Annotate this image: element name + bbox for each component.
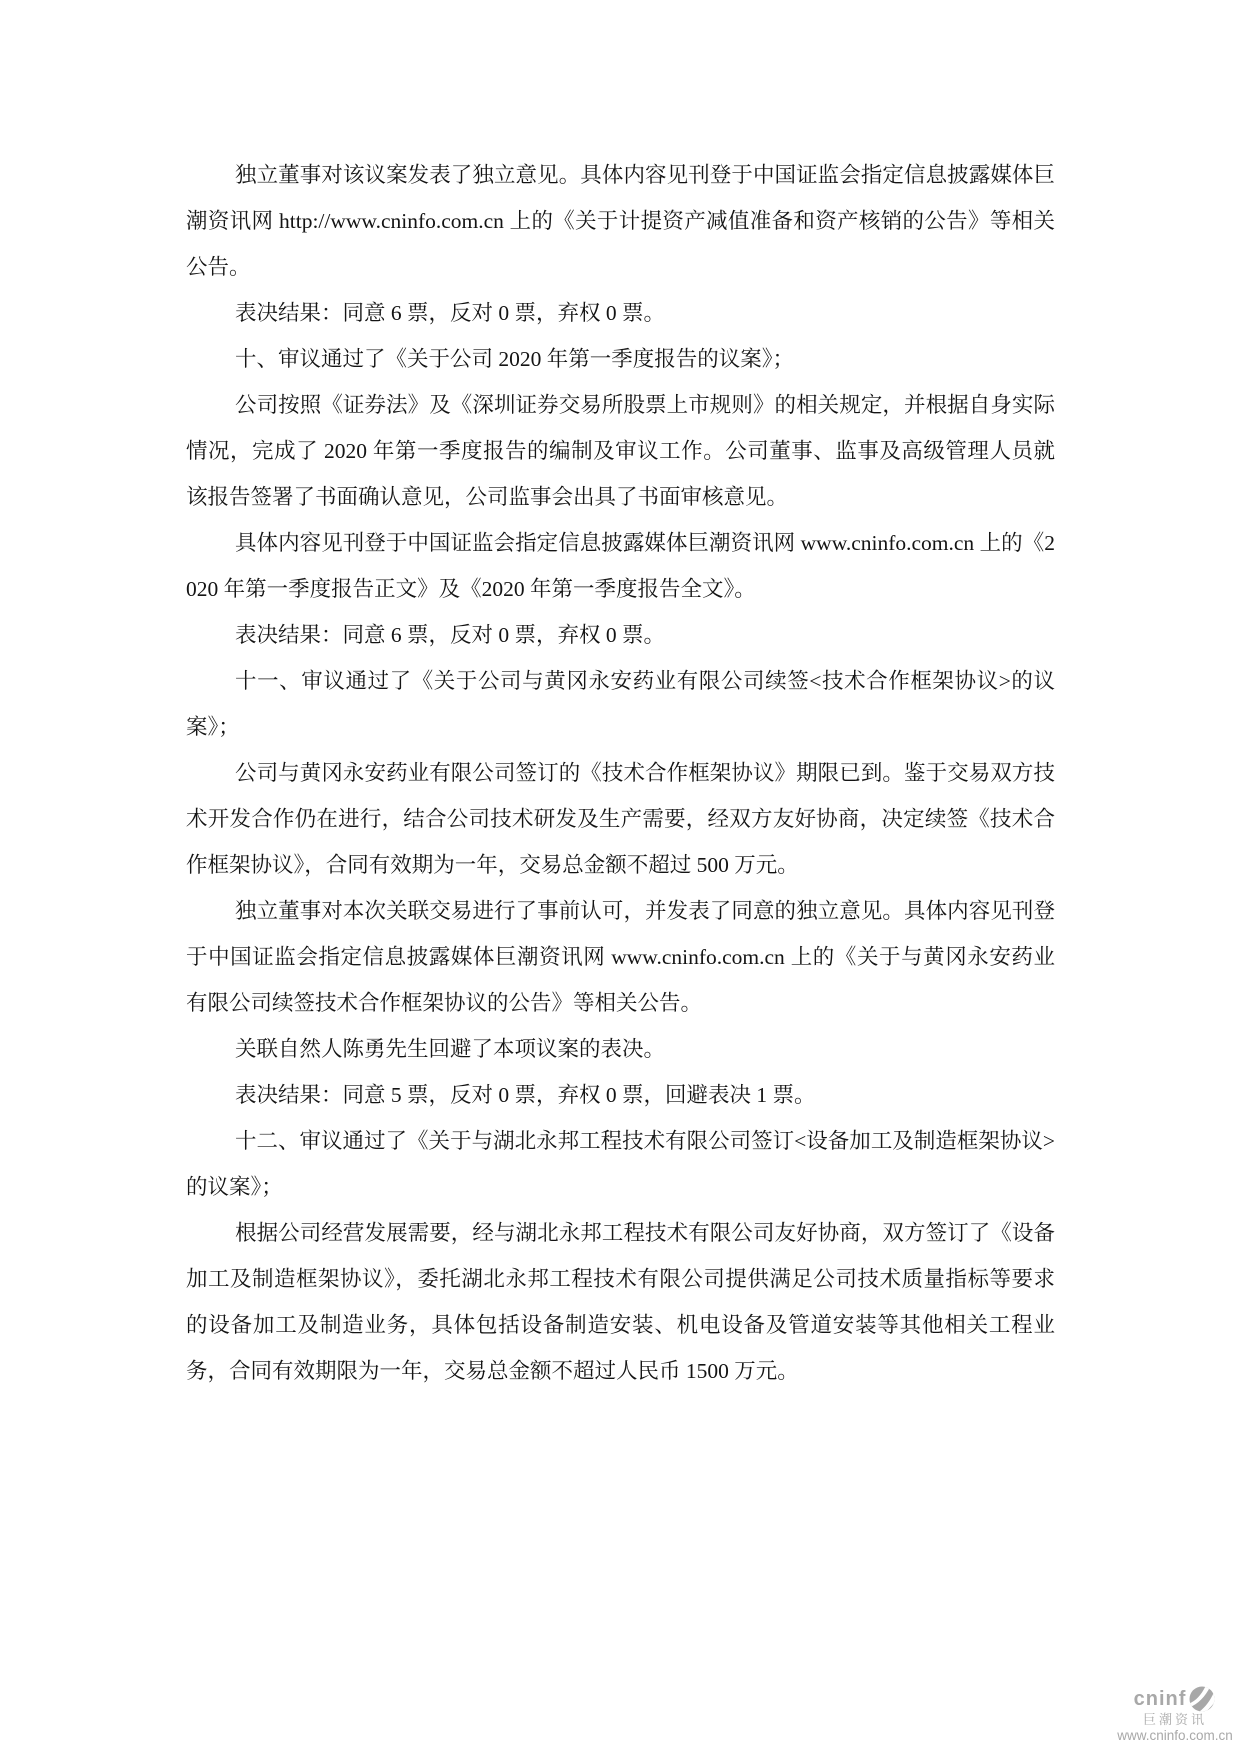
para-item-11-body: 公司与黄冈永安药业有限公司签订的《技术合作框架协议》期限已到。鉴于交易双方技术开发合作仍在进行，结合公司技术研发及生产需要，经双方友好协商，决定续签《技术合作框架协议》，合同有效期为一年，交易总金额不超过 500 万元。 [186,761,1055,877]
para-vote-result-item10: 表决结果：同意 6 票，反对 0 票，弃权 0 票。 [235,623,666,647]
cninfo-chinese-name: 巨潮资讯 [1142,1712,1207,1727]
para-agenda-item-12-heading: 十二、审议通过了《关于与湖北永邦工程技术有限公司签订<设备加工及制造框架协议>的议案》； [186,1129,1055,1199]
para-vote-result-item9: 表决结果：同意 6 票，反对 0 票，弃权 0 票。 [235,301,666,325]
cninfo-url: www.cninfo.com.cn [1117,1728,1233,1744]
document-body [186,152,1055,1394]
cninfo-watermark [1110,1686,1240,1744]
para-independent-opinion-item9: 独立董事对该议案发表了独立意见。具体内容见刊登于中国证监会指定信息披露媒体巨潮资讯网 http://www.cninfo.com.cn 上的《关于计提资产减值准备和资产核销的公告》等相关公告。 [186,163,1055,279]
cninfo-globe-icon [1188,1686,1216,1712]
cninfo-logo-text: cninf [1133,1688,1187,1710]
para-item-10-disclosure: 具体内容见刊登于中国证监会指定信息披露媒体巨潮资讯网 www.cninfo.com.cn 上的《2020 年第一季度报告正文》及《2020 年第一季度报告全文》。 [186,531,1055,601]
cninfo-logo [1110,1686,1240,1712]
para-agenda-item-11-heading: 十一、审议通过了《关于公司与黄冈永安药业有限公司续签<技术合作框架协议>的议案》； [186,669,1055,739]
para-vote-result-item11: 表决结果：同意 5 票，反对 0 票，弃权 0 票，回避表决 1 票。 [235,1083,816,1107]
para-item-11-abstention-note: 关联自然人陈勇先生回避了本项议案的表决。 [235,1037,666,1061]
para-item-11-disclosure: 独立董事对本次关联交易进行了事前认可，并发表了同意的独立意见。具体内容见刊登于中国证监会指定信息披露媒体巨潮资讯网 www.cninfo.com.cn 上的《关于与黄冈永安药业有限公司续签技术合作框架协议的公告》等相关公告。 [186,899,1055,1015]
para-item-12-body: 根据公司经营发展需要，经与湖北永邦工程技术有限公司友好协商，双方签订了《设备加工及制造框架协议》，委托湖北永邦工程技术有限公司提供满足公司技术质量指标等要求的设备加工及制造业务，具体包括设备制造安装、机电设备及管道安装等其他相关工程业务，合同有效期限为一年，交易总金额不超过人民币 1500 万元。 [186,1221,1055,1383]
para-agenda-item-10-heading: 十、审议通过了《关于公司 2020 年第一季度报告的议案》； [235,347,795,371]
para-item-10-body: 公司按照《证券法》及《深圳证券交易所股票上市规则》的相关规定，并根据自身实际情况，完成了 2020 年第一季度报告的编制及审议工作。公司董事、监事及高级管理人员就该报告签署了书面确认意见，公司监事会出具了书面审核意见。 [186,393,1055,509]
